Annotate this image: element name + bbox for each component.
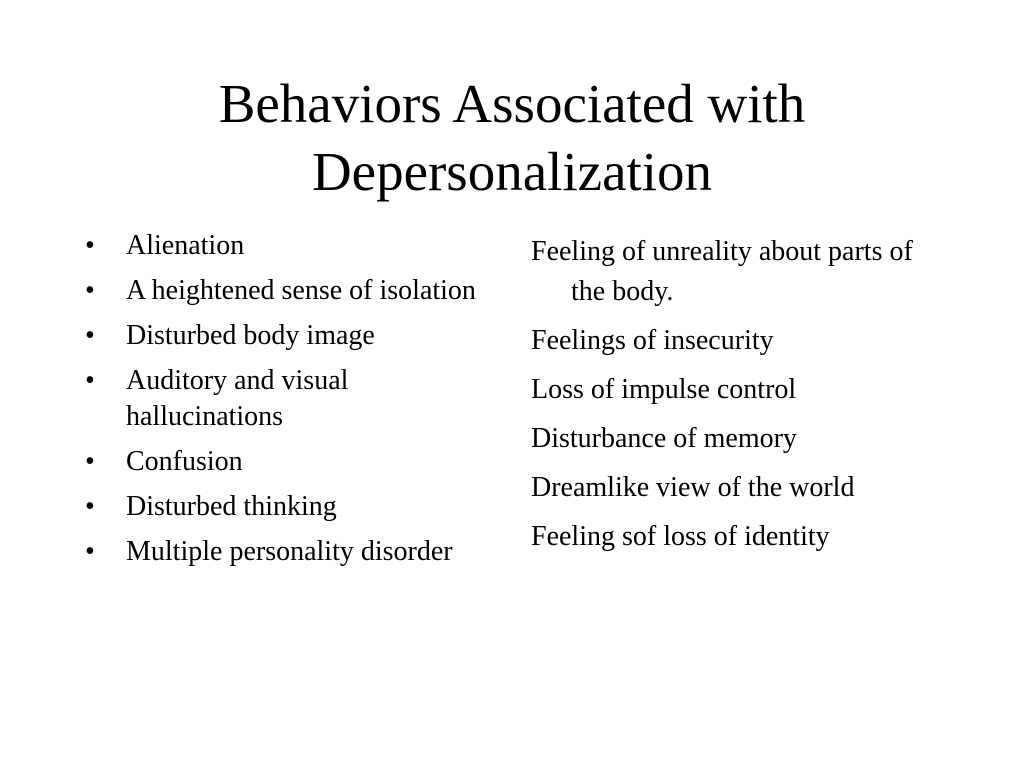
bullet-icon: • — [85, 365, 95, 396]
slide-title — [60, 70, 964, 206]
list-item — [85, 444, 485, 480]
bullet-icon: • — [85, 320, 95, 351]
list-item — [85, 363, 485, 435]
list-item — [85, 489, 485, 525]
list-item: Disturbance of memory — [531, 423, 797, 454]
list-item-text: Alienation — [126, 230, 245, 261]
list-item: Dreamlike view of the world — [531, 472, 855, 503]
bullet-icon: • — [85, 446, 95, 477]
list-item-text: Confusion — [126, 446, 243, 477]
list-item-text: A heightened sense of isolation — [126, 275, 476, 306]
list-item-text: Multiple personality disorder — [126, 536, 453, 567]
slide-title-line-1: Behaviors Associated with — [218, 73, 806, 134]
slide-title-line-2: Depersonalization — [311, 141, 713, 202]
list-item — [85, 534, 485, 570]
list-item-text: Auditory and visual hallucinations — [126, 365, 349, 432]
list-item: Feeling sof loss of identity — [531, 521, 830, 552]
bullet-icon: • — [85, 230, 95, 261]
list-item — [85, 273, 485, 309]
list-item — [85, 318, 485, 354]
list-item — [85, 228, 485, 264]
bullet-icon: • — [85, 536, 95, 567]
bullet-icon: • — [85, 491, 95, 522]
right-text-list — [531, 232, 951, 566]
bullet-icon: • — [85, 275, 95, 306]
list-item: Loss of impulse control — [531, 374, 797, 405]
list-item-text: Disturbed body image — [126, 320, 375, 351]
list-item-text: Disturbed thinking — [126, 491, 337, 522]
list-item: Feeling of unreality about parts of the body. — [531, 236, 913, 307]
list-item: Feelings of insecurity — [531, 325, 774, 356]
left-bullet-list — [85, 228, 485, 579]
